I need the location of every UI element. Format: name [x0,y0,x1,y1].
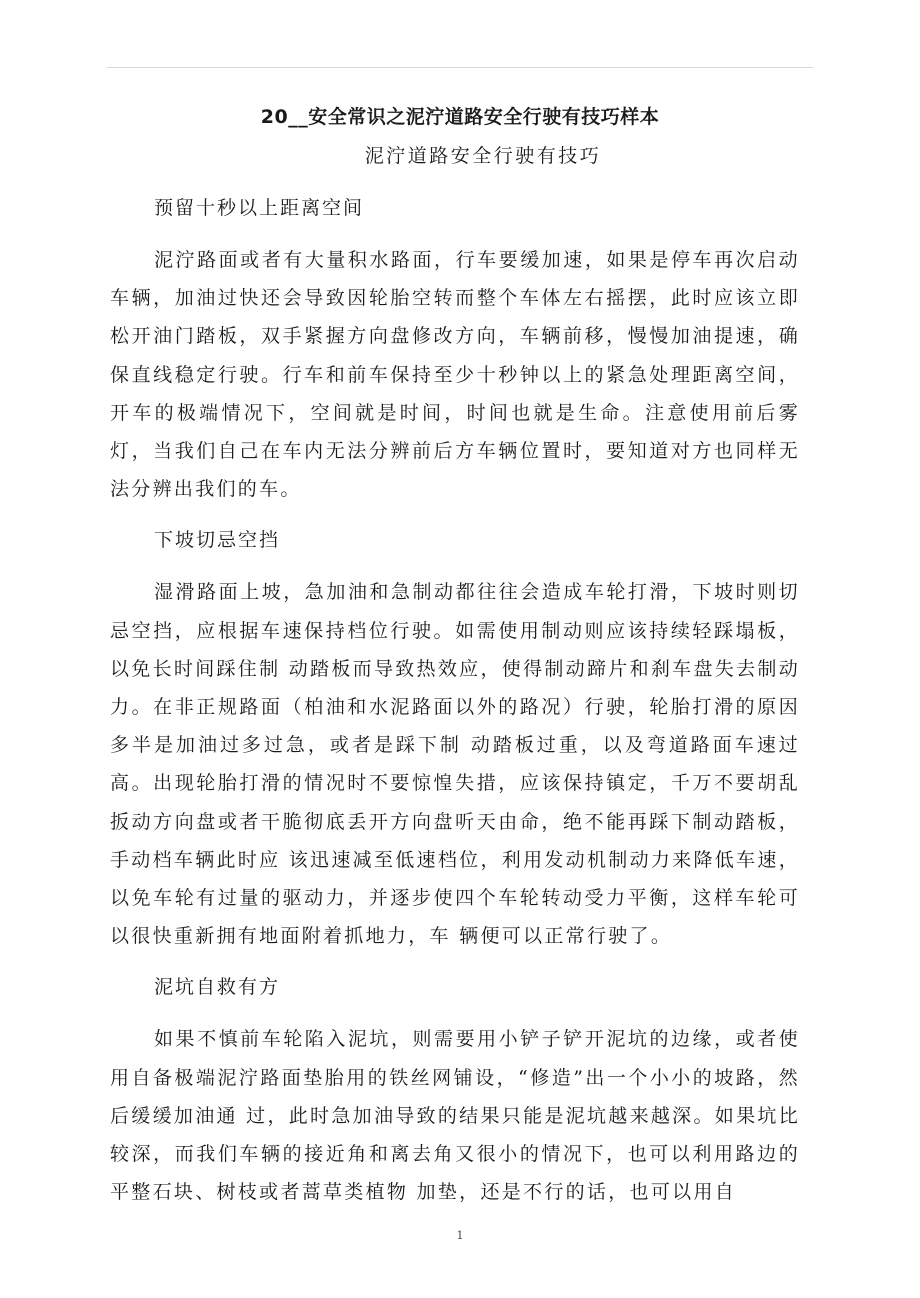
section-paragraph-mud-pit: 如果不慎前车轮陷入泥坑，则需要用小铲子铲开泥坑的边缘，或者使用自备极端泥泞路面垫胎用的铁丝网铺设，“修造”出一个小小的坡路，然后缓缓加油通 过，此时急加油导致的结果只能是泥坑越来越深。如果坑比较深，而我们车辆的接近角和离去角又很小的情况下，也可以利用路边的平整石块、树枝或者蒿草类植物 加垫，还是不行的话，也可以用自 [110,1028,800,1204]
section-paragraph-distance: 泥泞路面或者有大量积水路面，行车要缓加速，如果是停车再次启动车辆，加油过快还会导致因轮胎空转而整个车体左右摇摆，此时应该立即松开油门踏板，双手紧握方向盘修改方向，车辆前移，慢慢加油提速，确保直线稳定行驶。行车和前车保持至少十秒钟以上的紧急处理距离空间，开车的极端情况下，空间就是时间，时间也就是生命。注意使用前后雾灯，当我们自己在车内无法分辨前后方车辆位置时，要知道对方也同样无法分辨出我们的车。 [110,249,800,501]
section-paragraph-downhill: 湿滑路面上坡，急加油和急制动都往往会造成车轮打滑，下坡时则切忌空挡，应根据车速保持档位行驶。如需使用制动则应该持续轻踩塌板，以免长时间踩住制 动踏板而导致热效应，使得制动蹄片和刹车盘失去制动力。在非正规路面（柏油和水泥路面以外的路况）行驶，轮胎打滑的原因多半是加油过多过急，或者是踩下制 动踏板过重，以及弯道路面车速过高。出现轮胎打滑的情况时不要惊惶失措，应该保持镇定，千万不要胡乱扳动方向盘或者干脆彻底丢开方向盘听天由命，绝不能再踩下制动踏板，手动档车辆此时应 该迅速减至低速档位，利用发动机制动力来降低车速，以免车轮有过量的驱动力，并逐步使四个车轮转动受力平衡，这样车轮可以很快重新拥有地面附着抓地力，车 辆便可以正常行驶了。 [110,581,800,948]
section-heading-downhill: 下坡切忌空挡 [154,529,281,552]
page-number: 1 [456,1229,464,1242]
header-rule [107,67,813,68]
section-heading-distance: 预留十秒以上距离空间 [154,197,365,219]
document-body [110,192,800,1227]
document-title: 20__安全常识之泥泞道路安全行驶有技巧样本 [260,106,660,128]
document-subtitle: 泥泞道路安全行驶有技巧 [364,145,602,167]
section-heading-mud-pit: 泥坑自救有方 [154,976,281,999]
